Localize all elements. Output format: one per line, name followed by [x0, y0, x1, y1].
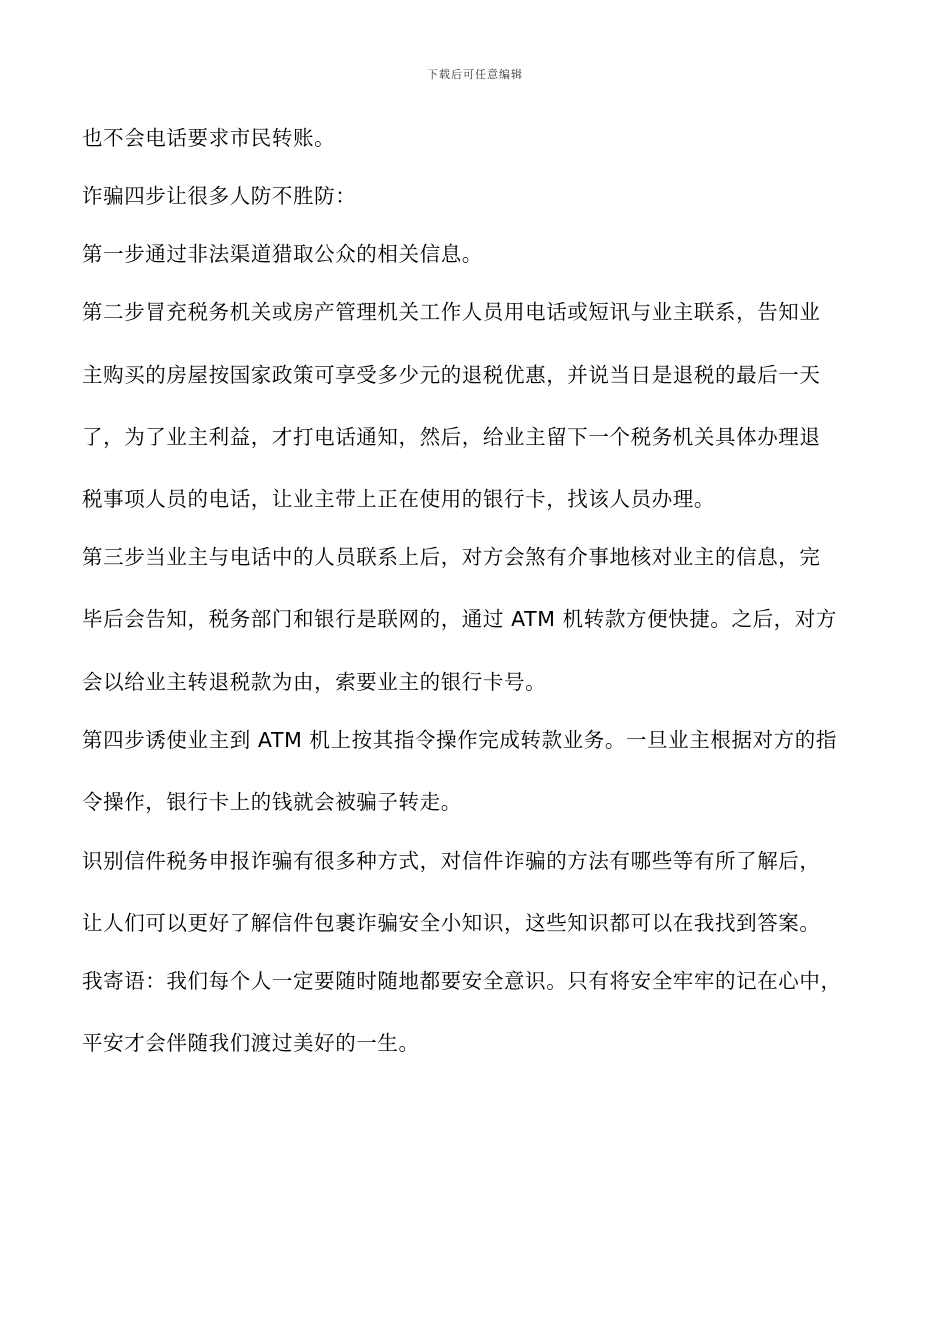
paragraph-line: 让人们可以更好了解信件包裹诈骗安全小知识，这些知识都可以在我找到答案。	[82, 911, 821, 935]
paragraph-line: 令操作，银行卡上的钱就会被骗子转走。	[82, 790, 462, 814]
paragraph-line: 诈骗四步让很多人防不胜防：	[82, 184, 357, 208]
paragraph-line: 第二步冒充税务机关或房产管理机关工作人员用电话或短讯与业主联系，告知业	[82, 300, 821, 324]
paragraph-line: 我寄语：我们每个人一定要随时随地都要安全意识。只有将安全牢牢的记在心中，	[82, 969, 842, 993]
paragraph-line: 税事项人员的电话，让业主带上正在使用的银行卡，找该人员办理。	[82, 487, 715, 511]
paragraph-line: 毕后会告知，税务部门和银行是联网的，通过 ATM 机转款方便快捷。之后，对方	[82, 607, 837, 631]
paragraph-line: 主购买的房屋按国家政策可享受多少元的退税优惠，并说当日是退税的最后一天	[82, 363, 821, 387]
paragraph-line: 第四步诱使业主到 ATM 机上按其指令操作完成转款业务。一旦业主根据对方的指	[82, 728, 837, 752]
paragraph-line: 第一步通过非法渠道猎取公众的相关信息。	[82, 242, 483, 266]
paragraph-line: 也不会电话要求市民转账。	[82, 126, 336, 150]
paragraph-line: 了，为了业主利益，才打电话通知，然后，给业主留下一个税务机关具体办理退	[82, 425, 821, 449]
page-header: 下载后可任意编辑	[427, 68, 523, 81]
paragraph-line: 会以给业主转退税款为由，索要业主的银行卡号。	[82, 670, 547, 694]
paragraph-line: 识别信件税务申报诈骗有很多种方式，对信件诈骗的方法有哪些等有所了解后，	[82, 849, 821, 873]
paragraph-line: 平安才会伴随我们渡过美好的一生。	[82, 1031, 420, 1055]
paragraph-line: 第三步当业主与电话中的人员联系上后，对方会煞有介事地核对业主的信息，完	[82, 545, 821, 569]
